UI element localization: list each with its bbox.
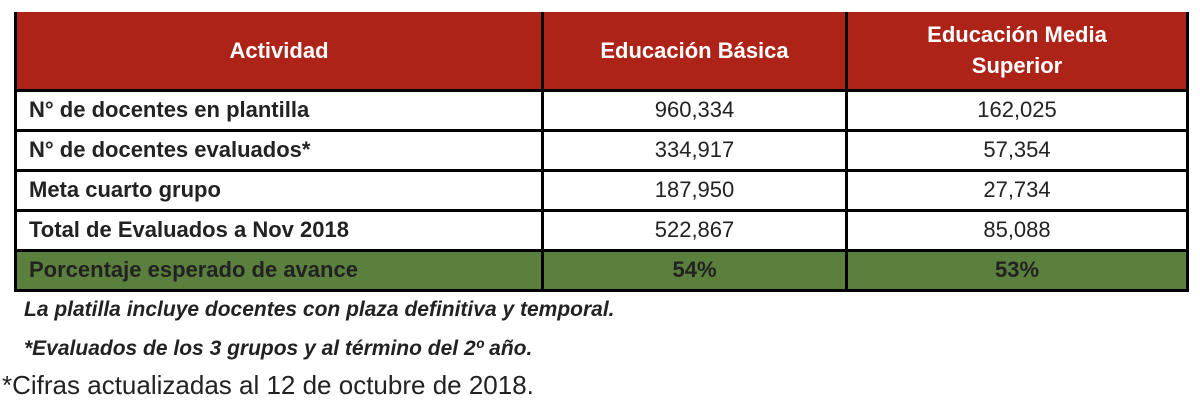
row-label: Total de Evaluados a Nov 2018 bbox=[16, 210, 543, 250]
table-row bbox=[16, 90, 1188, 130]
cell-basica: 960,334 bbox=[543, 90, 847, 130]
row-label: N° de docentes evaluados* bbox=[16, 130, 543, 170]
row-label: N° de docentes en plantilla bbox=[16, 90, 543, 130]
cell-basica: 54% bbox=[543, 250, 847, 290]
column-header-actividad: Actividad bbox=[16, 12, 543, 90]
table-row bbox=[16, 130, 1188, 170]
row-label: Meta cuarto grupo bbox=[16, 170, 543, 210]
cell-basica: 522,867 bbox=[543, 210, 847, 250]
column-header-educacion-basica: Educación Básica bbox=[543, 12, 847, 90]
cell-media-superior: 53% bbox=[847, 250, 1188, 290]
cell-media-superior: 85,088 bbox=[847, 210, 1188, 250]
cell-basica: 187,950 bbox=[543, 170, 847, 210]
table-row bbox=[16, 170, 1188, 210]
column-header-line-2: Superior bbox=[971, 53, 1063, 79]
cell-media-superior: 27,734 bbox=[847, 170, 1188, 210]
footnote-evaluados: *Evaluados de los 3 grupos y al término del 2º año. bbox=[24, 337, 533, 360]
table-header-row bbox=[16, 12, 1188, 90]
column-header-educacion-media-superior bbox=[847, 12, 1188, 90]
footnote-plantilla: La platilla incluye docentes con plaza definitiva y temporal. bbox=[24, 298, 615, 321]
row-label: Porcentaje esperado de avance bbox=[16, 250, 543, 290]
cell-basica: 334,917 bbox=[543, 130, 847, 170]
footnote-cifras-actualizadas: *Cifras actualizadas al 12 de octubre de 2018. bbox=[2, 370, 534, 400]
table-row-highlight bbox=[16, 250, 1188, 290]
cell-media-superior: 162,025 bbox=[847, 90, 1188, 130]
cell-media-superior: 57,354 bbox=[847, 130, 1188, 170]
table-row bbox=[16, 210, 1188, 250]
column-header-line-1: Educación Media bbox=[927, 22, 1107, 48]
teacher-evaluation-table bbox=[14, 12, 1189, 292]
